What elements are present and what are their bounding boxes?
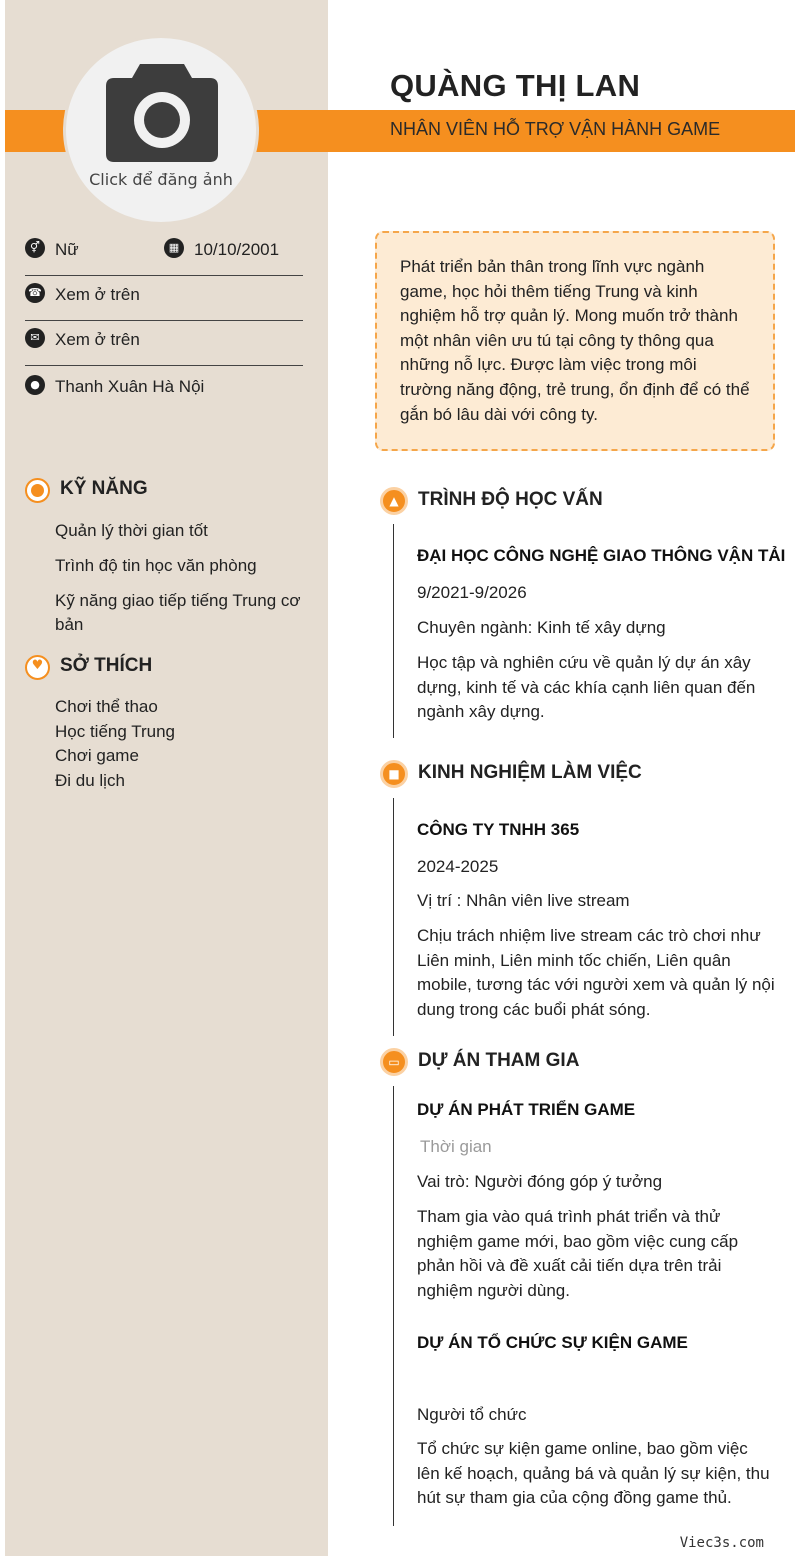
calendar-icon: ▦ [164,238,184,258]
gender-icon: ⚥ [25,238,45,258]
list-item: Học tiếng Trung [55,721,176,741]
location-icon: ● [25,375,45,395]
project-description: Tổ chức sự kiện game online, bao gồm việc lên kế hoạch, quảng bá và quản lý sự kiện, thu hút sự tham gia của cộng đồng game thủ. [417,1439,770,1508]
projects-timeline [393,1086,394,1526]
footer-watermark: Viec3s.com [679,1535,764,1551]
project-title: DỰ ÁN PHÁT TRIỂN GAME [417,1100,636,1119]
school-name: ĐẠI HỌC CÔNG NGHỆ GIAO THÔNG VẬN TẢI [417,546,786,565]
heart-icon: ♥ [25,655,50,680]
experience-heading-label: KINH NGHIỆM LÀM VIỆC [418,762,642,783]
gender-value: Nữ [55,240,79,259]
education-period: 9/2021-9/2026 [417,583,527,602]
camera-icon [106,64,218,162]
photo-upload-label: Click để đăng ảnh [89,170,233,189]
project-role: Vai trò: Người đóng góp ý tưởng [417,1172,663,1191]
hobbies-heading-label: SỞ THÍCH [60,655,153,676]
info-address [25,373,303,413]
list-item: Chơi game [55,746,139,765]
education-description: Học tập và nghiên cứu về quản lý dự án xây dựng, kinh tế và các khía cạnh liên quan đến ngành xây dựng. [417,653,756,722]
info-email [25,326,303,366]
skills-list [55,519,317,648]
education-heading-label: TRÌNH ĐỘ HỌC VẤN [418,489,603,510]
project-icon: ▭ [380,1048,408,1076]
project-time: Thời gian [420,1137,492,1156]
education-timeline [393,524,394,738]
candidate-name: QUÀNG THỊ LAN [390,68,641,103]
briefcase-icon: ■ [380,760,408,788]
hobbies-list [55,695,317,793]
project-title: DỰ ÁN TỔ CHỨC SỰ KIỆN GAME [417,1333,688,1352]
address-value: Thanh Xuân Hà Nội [55,377,205,396]
skills-icon [25,478,50,503]
experience-position: Vị trí : Nhân viên live stream [417,891,630,910]
info-gender-birthday [25,236,303,276]
graduation-cap-icon: ▲ [380,487,408,515]
education-major: Chuyên ngành: Kinh tế xây dựng [417,618,666,637]
projects-heading-label: DỰ ÁN THAM GIA [418,1050,580,1071]
project-description: Tham gia vào quá trình phát triển và thử nghiệm game mới, bao gồm việc cung cấp phản hồi và đề xuất cải tiến dựa trên trải nghiệm người dùng. [417,1207,739,1300]
profile-photo-upload[interactable] [63,35,259,225]
info-phone [25,281,303,321]
career-objective: Phát triển bản thân trong lĩnh vực ngành game, học hỏi thêm tiếng Trung và kinh nghiệm hỗ trợ quản lý. Mong muốn trở thành một nhân viên ưu tú tại công ty thông qua những nỗ lực. Được làm việc trong môi trường năng động, trẻ trung, ổn định để có thể gắn bó lâu dài với công ty. [375,231,775,451]
email-value: Xem ở trên [55,330,140,349]
list-item: Kỹ năng giao tiếp tiếng Trung cơ bản [55,591,301,634]
list-item: Đi du lịch [55,770,125,790]
birthday-value: 10/10/2001 [194,240,280,259]
list-item: Trình độ tin học văn phòng [55,556,257,575]
phone-value: Xem ở trên [55,285,140,304]
phone-icon: ☎ [25,283,45,303]
list-item: Chơi thể thao [55,697,158,716]
experience-description: Chịu trách nhiệm live stream các trò chơi như Liên minh, Liên minh tốc chiến, Liên quân mobile, tương tác với người xem và quản lý nội dung trong các buổi phát sóng. [417,926,775,1019]
experience-period: 2024-2025 [417,857,499,876]
company-name: CÔNG TY TNHH 365 [417,820,580,839]
skills-heading-label: KỸ NĂNG [60,478,148,499]
experience-timeline [393,798,394,1036]
list-item: Quản lý thời gian tốt [55,521,208,540]
email-icon: ✉ [25,328,45,348]
project-role: Người tổ chức [417,1405,527,1424]
job-title: NHÂN VIÊN HỖ TRỢ VẬN HÀNH GAME [390,119,721,139]
